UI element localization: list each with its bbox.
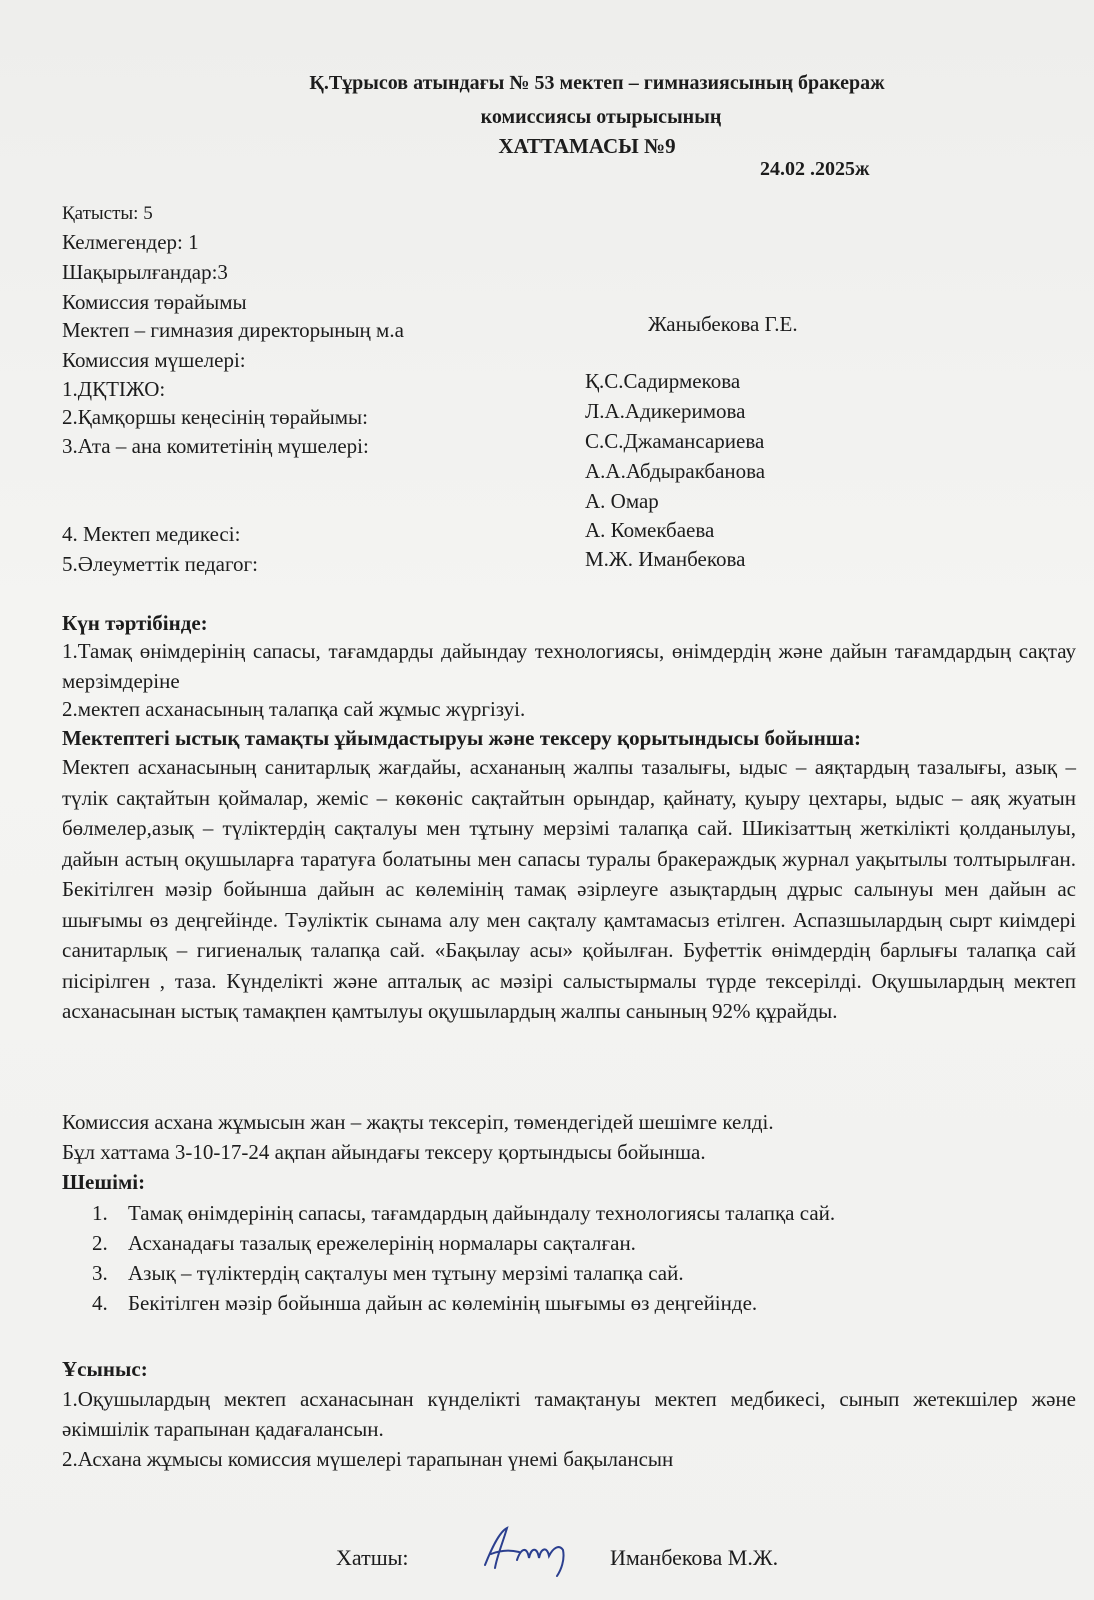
inspection-text: Мектеп асханасының санитарлық жағдайы, асхананың жалпы тазалығы, ыдыс – аяқтардың тазалығы, азық –түлік сақтайтын қоймалар, жеміс – көкөніс сақтайтын орындар, қайнату, қуыру цехтары, ыдыс – аяқ жуатын бөлмелер,азық – түліктердің сақталуы мен тұтыну мерзімі талапқа сай. Шикізаттың жеткілікті қолданылуы, дайын астың оқушыларға таратуға болатыны мен сапасы туралы бракераждық журнал уақытылы толтырылған. Бекітілген мәзір бойынша дайын ас көлемінің тамақ әзірлеуге азықтардың дұрыс салынуы мен дайын ас шығымы өз деңгейінде. Тәуліктік сынама алу мен сақталу қамтамасыз етілген. Аспазшылардың сырт киімдері санитарлық – гигиеналық талапқа сай. «Бақылау асы» қойылған. Буфеттік өнімдердің барлығы талапқа сай пісірілген , таза. Күнделікті және апталық ас мәзірі салыстырмалы түрде тексерілді. Оқушылардың мектеп асханасынан ыстық тамақпен қамтылуы оқушылардың жалпы санының 92% құрайды.	[62, 755, 1076, 1023]
member-3-name-1: С.С.Джамансариева	[585, 429, 765, 453]
document-date: 24.02 .2025ж	[760, 158, 870, 180]
list-item: 1. Тамақ өнімдерінің сапасы, тағамдардың дайындалу технологиясы талапқа сай.	[92, 1201, 836, 1225]
handwritten-signature	[477, 1520, 587, 1580]
member-4-name: А. Комекбаева	[585, 518, 715, 542]
chair-role: Мектеп – гимназия директорының м.а	[62, 318, 404, 342]
member-1-role: 1.ДҚТІЖО:	[62, 377, 166, 401]
inspection-title: Мектептегі ыстық тамақты ұйымдастыруы және тексеру қорытындысы бойынша:	[62, 726, 862, 750]
header-line-2: комиссиясы отырысының	[480, 106, 722, 128]
member-5-role: 5.Әлеуметтік педагог:	[62, 552, 258, 576]
member-5-name: М.Ж. Иманбекова	[585, 547, 746, 571]
absent-count: Келмегендер: 1	[62, 230, 199, 254]
list-item: 4. Бекітілген мәзір бойынша дайын ас көлемінің шығымы өз деңгейінде.	[92, 1291, 758, 1315]
invited-count: Шақырылғандар:3	[62, 260, 228, 284]
chair-title: Комиссия төрайымы	[62, 290, 247, 314]
proposal-item-1: 1.Оқушылардың мектеп асханасынан күнделікті тамақтануы мектеп медбикесі, сынып жетекшілер және әкімшілік тарапынан қадағалансын.	[62, 1387, 1076, 1441]
members-title: Комиссия мүшелері:	[62, 348, 246, 372]
list-item: 3. Азық – түліктердің сақталуы мен тұтыну мерзімі талапқа сай.	[92, 1261, 684, 1285]
member-3-role: 3.Ата – ана комитетінің мүшелері:	[62, 434, 369, 458]
document-title: ХАТТАМАСЫ №9	[498, 134, 676, 158]
chair-name: Жаныбекова Г.Е.	[648, 312, 798, 336]
member-3-name-2: А.А.Абдыракбанова	[585, 459, 766, 483]
decision-title: Шешімі:	[62, 1170, 146, 1194]
member-2-name: Л.А.Адикеримова	[585, 399, 746, 423]
member-4-role: 4. Мектеп медикесі:	[62, 522, 241, 546]
agenda-title: Күн тәртібінде:	[62, 611, 208, 635]
list-item: 2. Асханадағы тазалық ережелерінің нормалары сақталған.	[92, 1231, 636, 1255]
inspection-note: Бұл хаттама 3-10-17-24 ақпан айындағы тексеру қортындысы бойынша.	[62, 1140, 706, 1164]
agenda-item-2: 2.мектеп асханасының талапқа сай жұмыс жүргізуі.	[62, 697, 526, 721]
proposal-title: Ұсыныс:	[62, 1357, 148, 1381]
signature-label: Хатшы:	[336, 1545, 409, 1570]
proposal-item-2: 2.Асхана жұмысы комиссия мүшелері тарапынан үнемі бақылансын	[62, 1447, 674, 1471]
member-2-role: 2.Қамқоршы кеңесінің төрайымы:	[62, 405, 368, 429]
member-1-name: Қ.С.Садирмекова	[585, 369, 741, 393]
secretary-name: Иманбекова М.Ж.	[610, 1545, 779, 1570]
decision-list	[92, 1201, 1072, 1321]
inspection-conclusion: Комиссия асхана жұмысын жан – жақты тексеріп, төмендегідей шешімге келді.	[62, 1110, 774, 1134]
present-count: Қатысты: 5	[62, 203, 153, 224]
agenda-item-1: 1.Тамақ өнімдерінің сапасы, тағамдарды дайындау технологиясы, өнімдердің және дайын тағамдардың сақтау мерзімдеріне	[62, 639, 1076, 693]
header-line-1: Қ.Тұрысов атындағы № 53 мектеп – гимназиясының бракераж	[309, 72, 885, 94]
member-3-name-3: А. Омар	[585, 489, 659, 513]
